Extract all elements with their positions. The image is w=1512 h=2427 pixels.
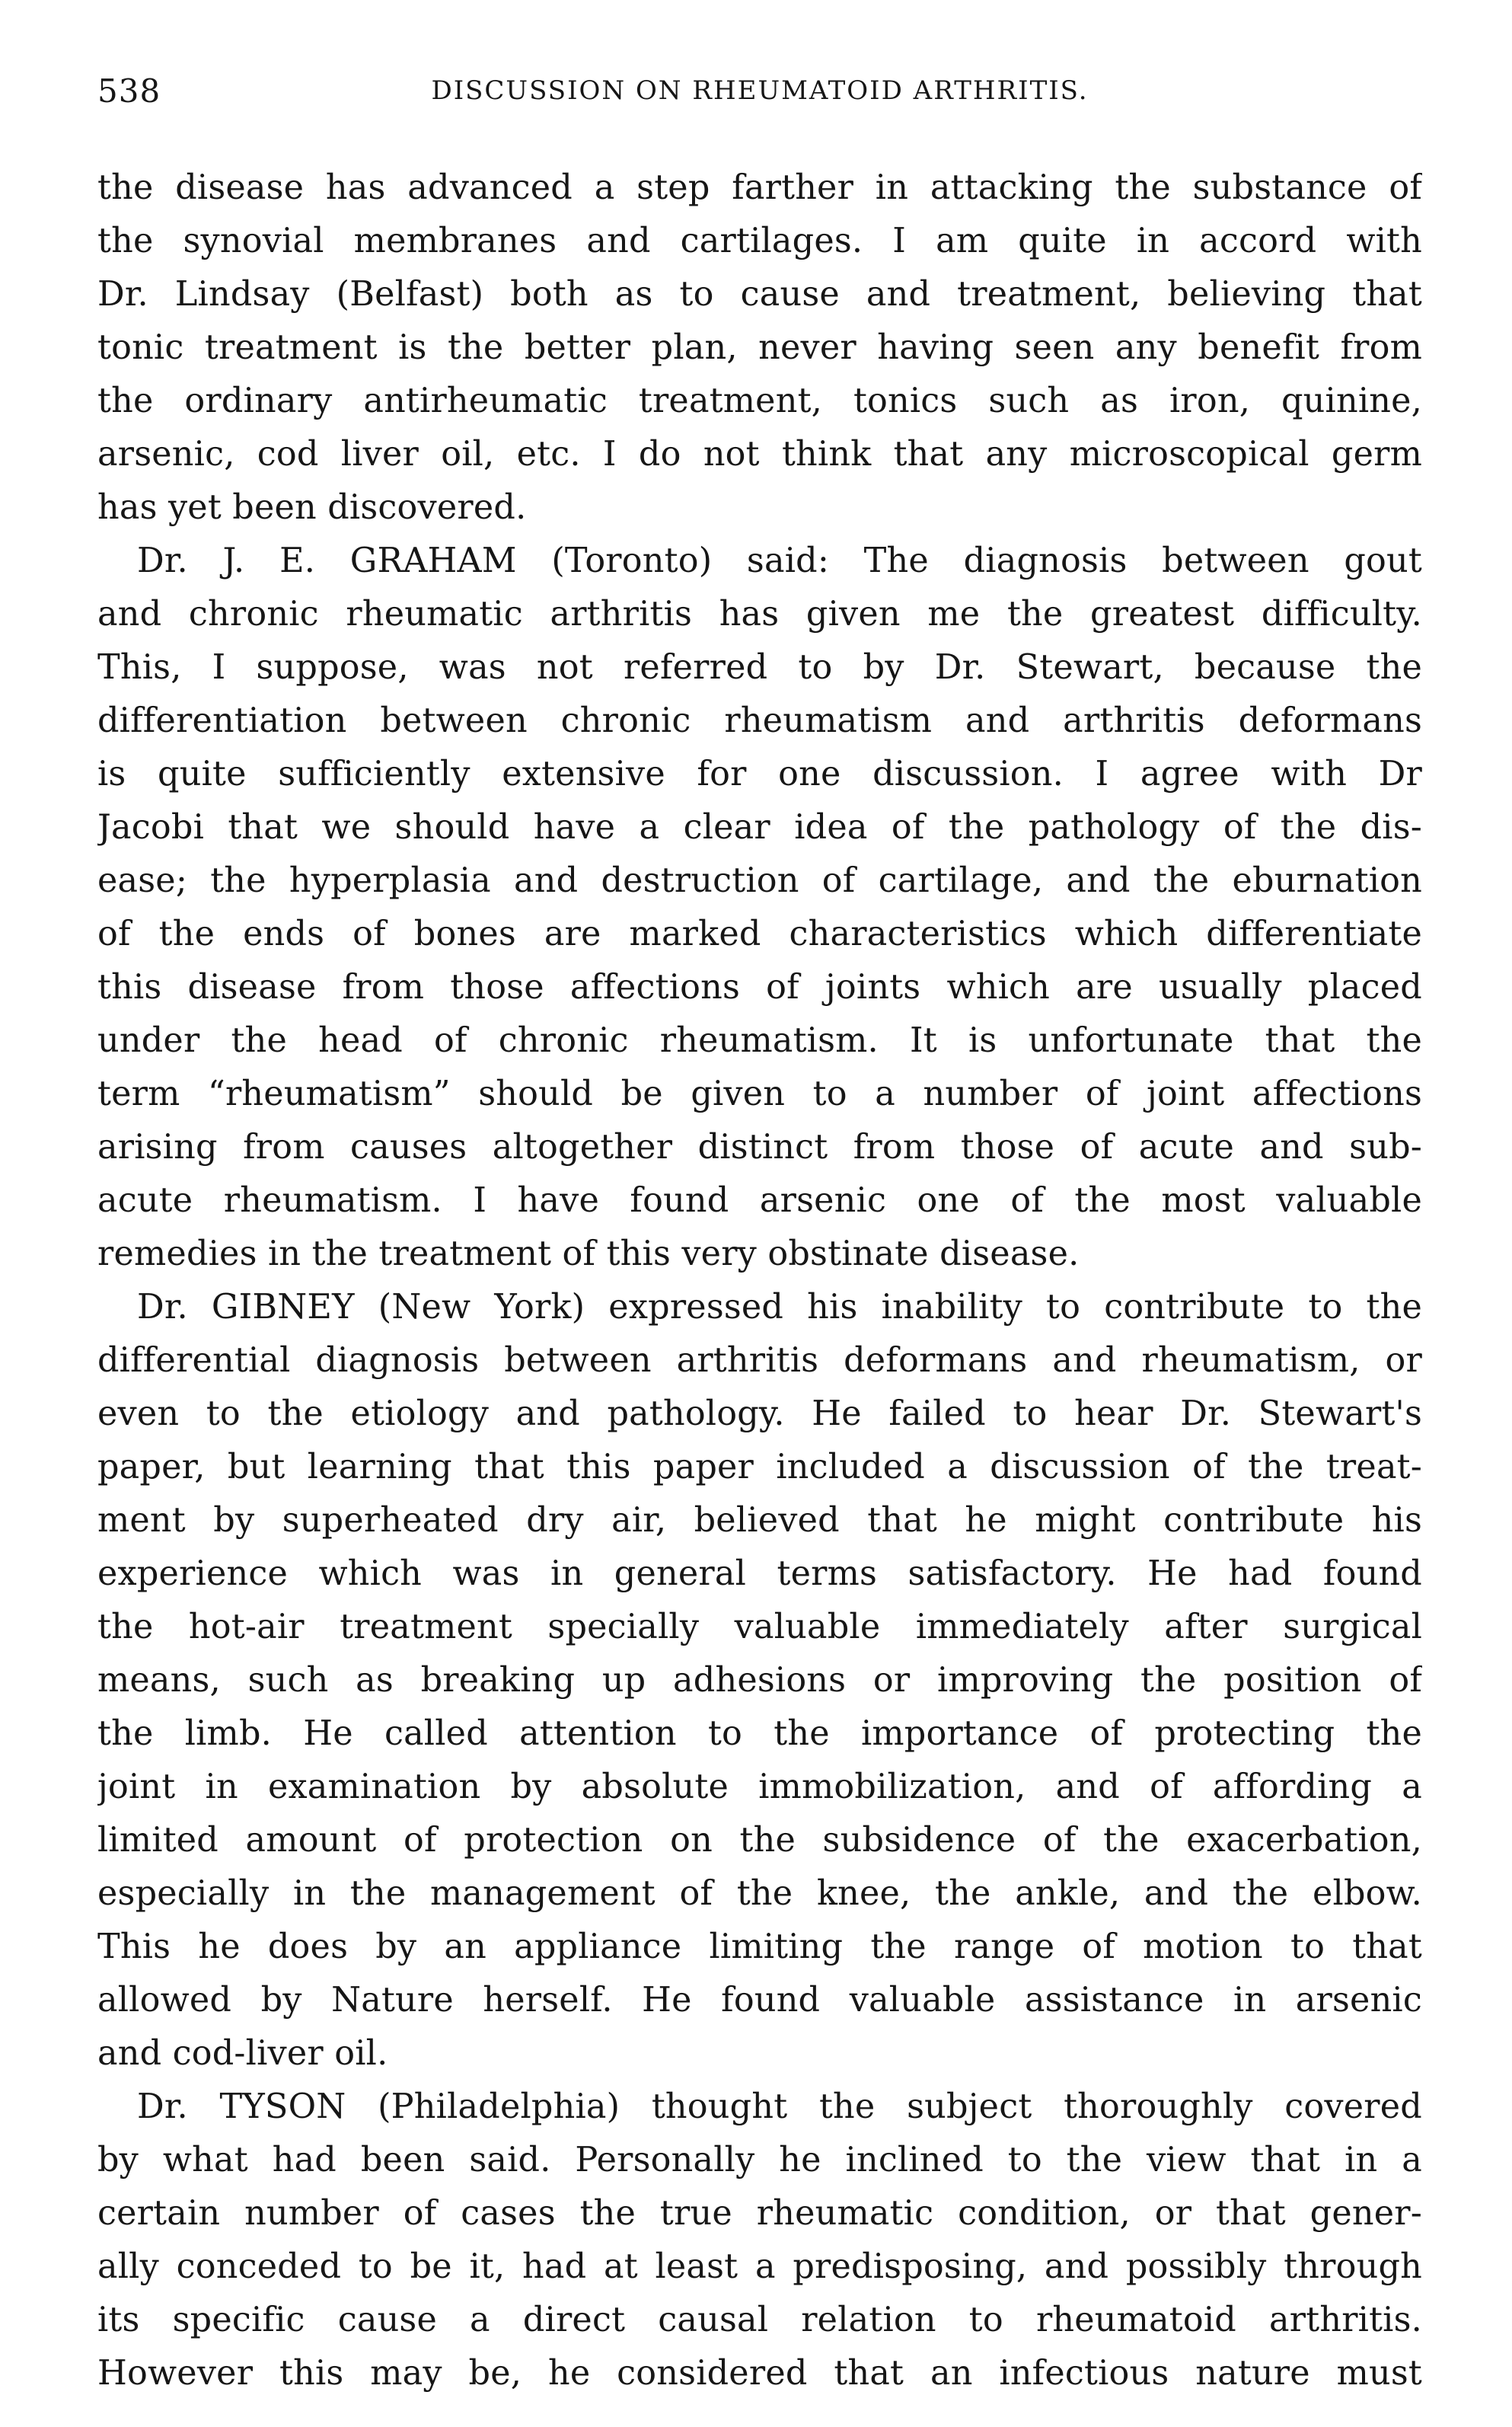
paragraph-start-tyson: Dr. TYSON (Philadelphia) thought the subject thoroughly covered: [137, 2087, 1422, 2126]
text-line: experience which was in general terms satisfactory. He had found: [97, 1554, 1422, 1593]
text-line: This he does by an appliance limiting the range of motion to that: [97, 1927, 1422, 1966]
text-line: remedies in the treatment of this very obstinate disease.: [97, 1234, 1080, 1273]
text-line: especially in the management of the knee, the ankle, and the elbow.: [97, 1874, 1422, 1913]
text-line: and chronic rheumatic arthritis has given me the greatest difficulty.: [97, 595, 1422, 634]
text-line: the disease has advanced a step farther in attacking the substance of: [97, 168, 1422, 207]
text-line: the ordinary antirheumatic treatment, tonics such as iron, quinine,: [97, 382, 1422, 420]
text-line: the hot-air treatment specially valuable immediately after surgical: [97, 1608, 1422, 1646]
paragraph-start-graham: Dr. J. E. GRAHAM (Toronto) said: The diagnosis between gout: [137, 541, 1422, 580]
text-line: arising from causes altogether distinct from those of acute and sub-: [97, 1128, 1422, 1167]
body-text: [97, 161, 1422, 2400]
text-line: of the ends of bones are marked characteristics which differentiate: [97, 915, 1422, 953]
text-line: However this may be, he considered that an infectious nature must: [97, 2354, 1422, 2393]
paragraph-start-gibney: Dr. GIBNEY (New York) expressed his inability to contribute to the: [137, 1288, 1422, 1327]
text-line: and cod-liver oil.: [97, 2034, 388, 2073]
text-line: acute rheumatism. I have found arsenic one of the most valuable: [97, 1181, 1422, 1220]
text-line: paper, but learning that this paper included a discussion of the treat-: [97, 1448, 1422, 1487]
text-line: even to the etiology and pathology. He failed to hear Dr. Stewart's: [97, 1394, 1422, 1433]
text-line: is quite sufficiently extensive for one discussion. I agree with Dr: [97, 755, 1422, 794]
text-line: the limb. He called attention to the importance of protecting the: [97, 1714, 1422, 1753]
text-line: This, I suppose, was not referred to by Dr. Stewart, because the: [97, 648, 1422, 687]
running-head: DISCUSSION ON RHEUMATOID ARTHRITIS.: [431, 75, 1089, 106]
text-line: has yet been discovered.: [97, 488, 527, 527]
text-line: its specific cause a direct causal relation to rheumatoid arthritis.: [97, 2301, 1422, 2339]
text-line: arsenic, cod liver oil, etc. I do not think that any microscopical germ: [97, 435, 1422, 474]
text-line: term “rheumatism” should be given to a number of joint affections: [97, 1075, 1422, 1113]
text-line: allowed by Nature herself. He found valuable assistance in arsenic: [97, 1981, 1422, 2020]
text-line: by what had been said. Personally he inclined to the view that in a: [97, 2141, 1422, 2180]
text-line: joint in examination by absolute immobilization, and of affording a: [97, 1768, 1422, 1806]
text-line: differential diagnosis between arthritis deformans and rheumatism, or: [97, 1341, 1422, 1380]
page-number: 538: [97, 72, 161, 110]
text-line: ally conceded to be it, had at least a predisposing, and possibly through: [97, 2247, 1422, 2286]
text-line: this disease from those affections of joints which are usually placed: [97, 968, 1422, 1007]
text-line: Jacobi that we should have a clear idea of the pathology of the dis-: [97, 808, 1422, 847]
text-line: ease; the hyperplasia and destruction of cartilage, and the eburnation: [97, 861, 1422, 900]
text-line: the synovial membranes and cartilages. I am quite in accord with: [97, 222, 1422, 260]
text-line: certain number of cases the true rheumatic condition, or that gener-: [97, 2194, 1422, 2233]
text-line: limited amount of protection on the subsidence of the exacerbation,: [97, 1821, 1422, 1860]
text-line: tonic treatment is the better plan, never having seen any benefit from: [97, 328, 1422, 367]
page-header: [97, 72, 1422, 118]
text-line: Dr. Lindsay (Belfast) both as to cause and treatment, believing that: [97, 275, 1422, 314]
text-line: under the head of chronic rheumatism. It is unfortunate that the: [97, 1021, 1422, 1060]
text-line: ment by superheated dry air, believed that he might contribute his: [97, 1501, 1422, 1540]
text-line: means, such as breaking up adhesions or improving the position of: [97, 1661, 1422, 1700]
text-line: differentiation between chronic rheumatism and arthritis deformans: [97, 701, 1422, 740]
